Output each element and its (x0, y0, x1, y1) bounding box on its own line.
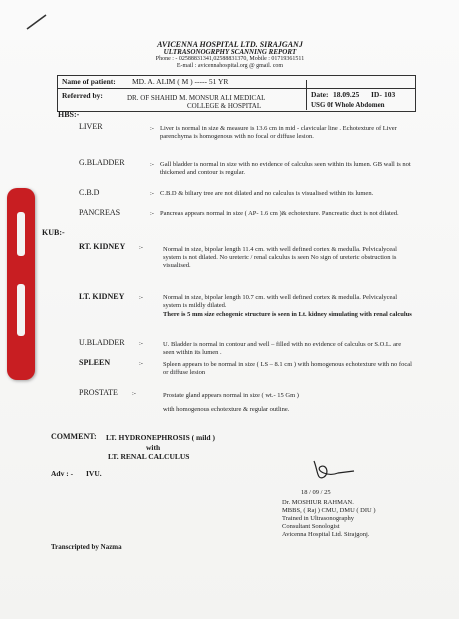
advice-value: IVU. (86, 469, 102, 478)
signature-scribble (308, 455, 360, 487)
referred-value-1: DR. OF SHAHID M. MONSUR ALI MEDICAL (127, 94, 266, 102)
lt-kidney-calculus: There is 5 mm size echogenic structure is seen in Lt. kidney simulating with renal calculus (163, 311, 412, 318)
prostate-finding-1: Prostate gland appears normal in size ( wt.- 15 Gm ) (163, 392, 299, 399)
patient-name-value: MD. A. ALIM ( M ) ----- 51 YR (132, 77, 229, 86)
doctor-title: Consultant Sonologist (282, 523, 340, 530)
patient-name-label: Name of patient: (62, 77, 116, 86)
lt-kidney-finding: Normal in size, bipolar length 10.7 cm. with well defined cortex & medulla. Pelvicalyceal system is mildly dilated. (163, 294, 398, 309)
ubladder-finding: U. Bladder is normal in contour and well – filled with no evidence of calculus or S.O.L. are seen within its lumen . (163, 341, 402, 356)
id-label: ID- (371, 90, 382, 99)
spleen-sep: :- (139, 360, 143, 367)
gallbladder-sep: :- (150, 161, 154, 168)
date-value: 18.09.25 (333, 90, 360, 99)
doctor-degree: MBBS, ( Raj ) CMU, DMU ( DIU ) (282, 507, 376, 514)
pancreas-sep: :- (150, 210, 154, 217)
prostate-finding-2: with homogenous echotexture & regular outline. (163, 406, 290, 413)
pen-mark (24, 10, 54, 32)
hospital-name: AVICENNA HOSPITAL LTD. SIRAJGANJ (157, 40, 303, 49)
liver-sep: :- (150, 125, 154, 132)
report-subtitle: ULTRASONOGRPHY SCANNING REPORT (163, 48, 297, 56)
lt-kidney-label: LT. KIDNEY (79, 292, 125, 301)
rt-kidney-label: RT. KIDNEY (79, 242, 126, 251)
ubladder-sep: :- (139, 340, 143, 347)
referred-label: Referred by: (62, 91, 103, 100)
liver-finding: Liver is normal in size & measure is 13.6 cm in mid - clavicular line . Echotexture of Liver parenchyma is homogenous with no focal or diffuse lesion. (160, 125, 397, 140)
signature-date: 18 / 09 / 25 (301, 489, 331, 496)
prostate-label: PROSTATE (79, 388, 118, 397)
id-value: 103 (384, 90, 396, 99)
pancreas-label: PANCREAS (79, 208, 121, 217)
pancreas-finding: Pancreas appears normal in size ( AP- 1.6 cm )& echotexture. Pancreatic duct is not dilated. (160, 210, 399, 217)
advice-label: Adv : - (51, 469, 74, 478)
usg-type: USG 0f Whole Abdomen (311, 101, 385, 109)
clip-slot-bottom (17, 284, 25, 336)
rt-kidney-sep: :- (139, 244, 143, 251)
comment-line-2: with (146, 443, 161, 452)
phone-line: Phone : - 02588831341,02588831370, Mobile : 01719361511 (155, 56, 305, 62)
gallbladder-finding: Gall bladder is normal in size with no evidence of calculus seen within its lumen. GB wall is not thickened and contour is regular. (160, 161, 411, 176)
comment-line-3: LT. RENAL CALCULUS (108, 452, 190, 461)
cbd-finding: C.B.D & biliary tree are not dilated and no calculus is visualised within its lumen. (160, 190, 374, 197)
cbd-label: C.B.D (79, 188, 100, 197)
spleen-label: SPLEEN (79, 358, 111, 367)
comment-label: COMMENT: (51, 432, 97, 441)
cbd-sep: :- (150, 190, 154, 197)
gallbladder-label: G.BLADDER (79, 158, 125, 167)
lt-kidney-sep: :- (139, 294, 143, 301)
liver-label: LIVER (79, 122, 103, 131)
hbs-label: HBS:- (58, 110, 80, 119)
kub-label: KUB:- (42, 228, 65, 237)
doctor-name: Dr. MOSHIUR RAHMAN. (282, 499, 354, 506)
clip-slot-top (17, 212, 25, 256)
referred-value-2: COLLEGE & HOSPITAL (187, 102, 262, 110)
date-label: Date: (311, 90, 329, 99)
email-line: E-mail : avicennahospital.org @ gmail. com (176, 63, 284, 69)
transcribed-by: Transcripted by Nazma (51, 543, 122, 551)
doctor-hospital: Avicenna Hospital Ltd. Sirajgonj. (282, 531, 370, 538)
rt-kidney-finding: Normal in size, bipolar length 11.4 cm. with well defined cortex & medulla. Pelvicalyceal system is not dilated. No ureteric / renal calculus is seen No sign of ureteric obstruction is visualised. (163, 246, 397, 269)
ubladder-label: U.BLADDER (79, 338, 125, 347)
spleen-finding: Spleen appears to be normal in size ( LS – 8.1 cm ) with homogenous echotexture with no focal or diffuse lesion (163, 361, 412, 376)
comment-line-1: LT. HYDRONEPHROSIS ( mild ) (106, 433, 215, 442)
doctor-training: Trained in Ultrasonography (282, 515, 354, 522)
binder-clip (7, 188, 35, 380)
prostate-sep: :- (132, 390, 136, 397)
